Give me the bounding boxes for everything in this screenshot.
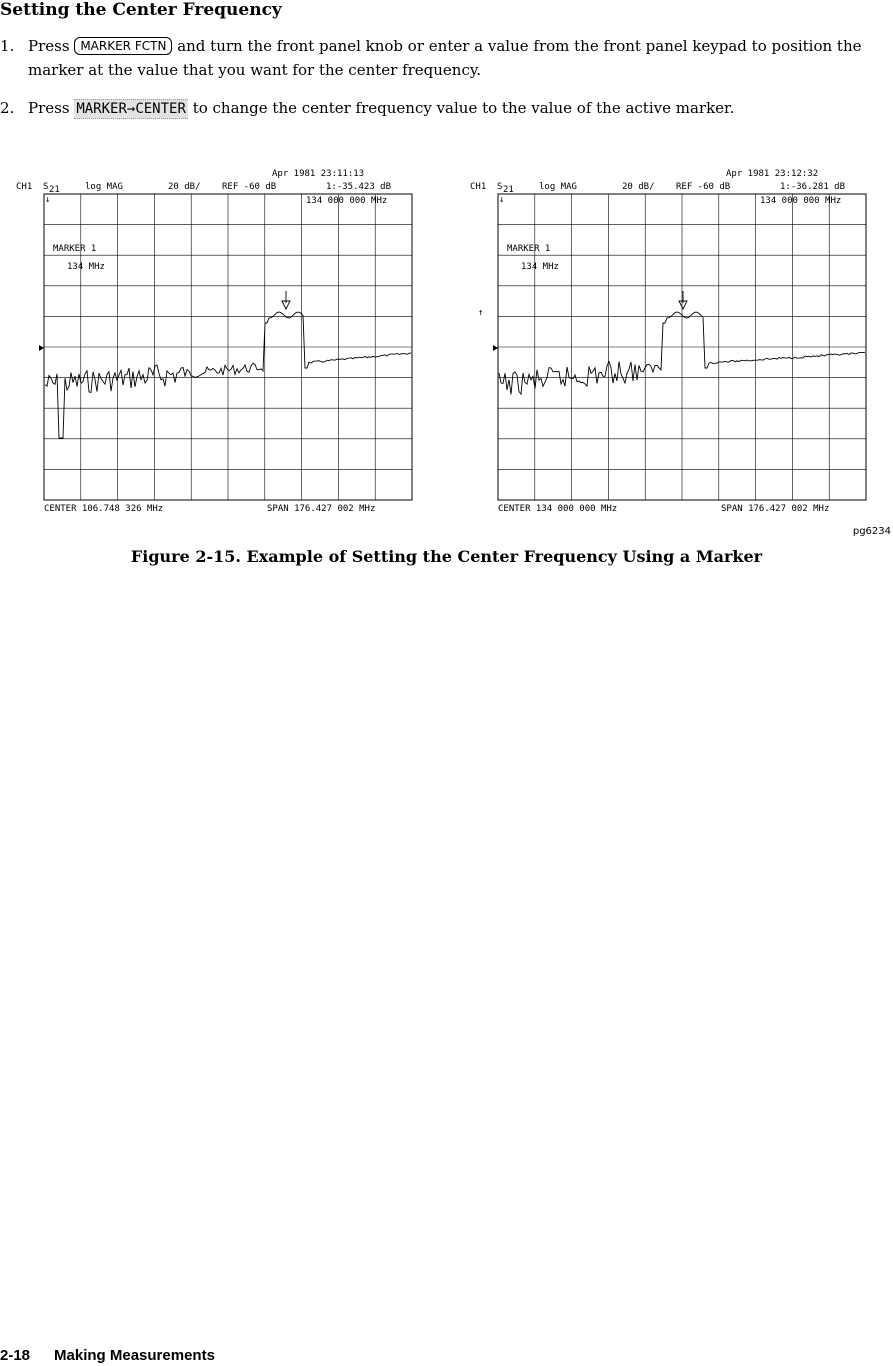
param-label: S [43,182,49,192]
marker-center-softkey: MARKER→CENTER [76,101,186,117]
marker-fctn-key: MARKER FCTN [74,37,172,55]
marker-value: 134 MHz [67,262,105,272]
channel-label: CH1 [470,182,487,192]
step-press-word: Press [28,37,70,55]
scale-label: 20 dB/ [168,182,201,192]
ref-arrow-icon: ↓ [45,195,51,205]
graticule [498,194,866,500]
reference-line-marker [39,345,44,351]
page-footer [0,1347,239,1364]
step-press-word: Press [28,99,70,117]
step-text [28,34,868,82]
figure-caption: Figure 2-15. Example of Setting the Center Frequency Using a Marker [130,547,763,566]
param-label: S [497,182,503,192]
ref-arrow-icon: ↓ [499,195,505,205]
ref-label: REF -60 dB [676,182,731,192]
center-label: CENTER 106.748 326 MHz [44,504,164,514]
section-name: Making Measurements [54,1347,215,1364]
span-label: SPAN 176.427 002 MHz [721,504,830,514]
step-instruction: and turn the front panel knob or enter a value from the front panel keypad to position the marker at the value that you want for the center frequency. [28,37,862,79]
param-sub: 21 [503,185,514,195]
date-stamp: Apr 1981 23:12:32 [726,169,819,179]
marker-1-symbol [282,291,290,309]
date-stamp: Apr 1981 23:11:13 [272,169,365,179]
analyzer-screen-after [464,163,876,518]
center-label: CENTER 134 000 000 MHz [498,504,618,514]
step-number: 1. [0,37,15,55]
section-heading: Setting the Center Frequency [0,0,282,20]
ref-label: REF -60 dB [222,182,277,192]
step-number: 2. [0,99,15,117]
reference-line-marker [493,345,498,351]
step-instruction: to change the center frequency value to the value of the active marker. [192,99,735,117]
marker-frequency: 134 000 000 MHz [760,196,842,206]
marker-frequency: 134 000 000 MHz [306,196,388,206]
marker-readout: 1:-36.281 dB [780,182,846,192]
format-label: log MAG [539,182,577,192]
marker-label: MARKER 1 [507,244,551,254]
step-text [28,96,868,120]
channel-label: CH1 [16,182,33,192]
analyzer-screen-before [10,163,422,518]
figure-code: pg6234 [852,526,891,537]
marker-readout: 1:-35.423 dB [326,182,392,192]
up-arrow-icon: ↑ [478,308,484,318]
marker-label: MARKER 1 [53,244,97,254]
scale-label: 20 dB/ [622,182,655,192]
graticule [44,194,412,500]
param-sub: 21 [49,185,60,195]
format-label: log MAG [85,182,123,192]
page-number: 2-18 [0,1347,31,1364]
marker-value: 134 MHz [521,262,559,272]
span-label: SPAN 176.427 002 MHz [267,504,376,514]
marker-1-symbol [679,291,687,309]
